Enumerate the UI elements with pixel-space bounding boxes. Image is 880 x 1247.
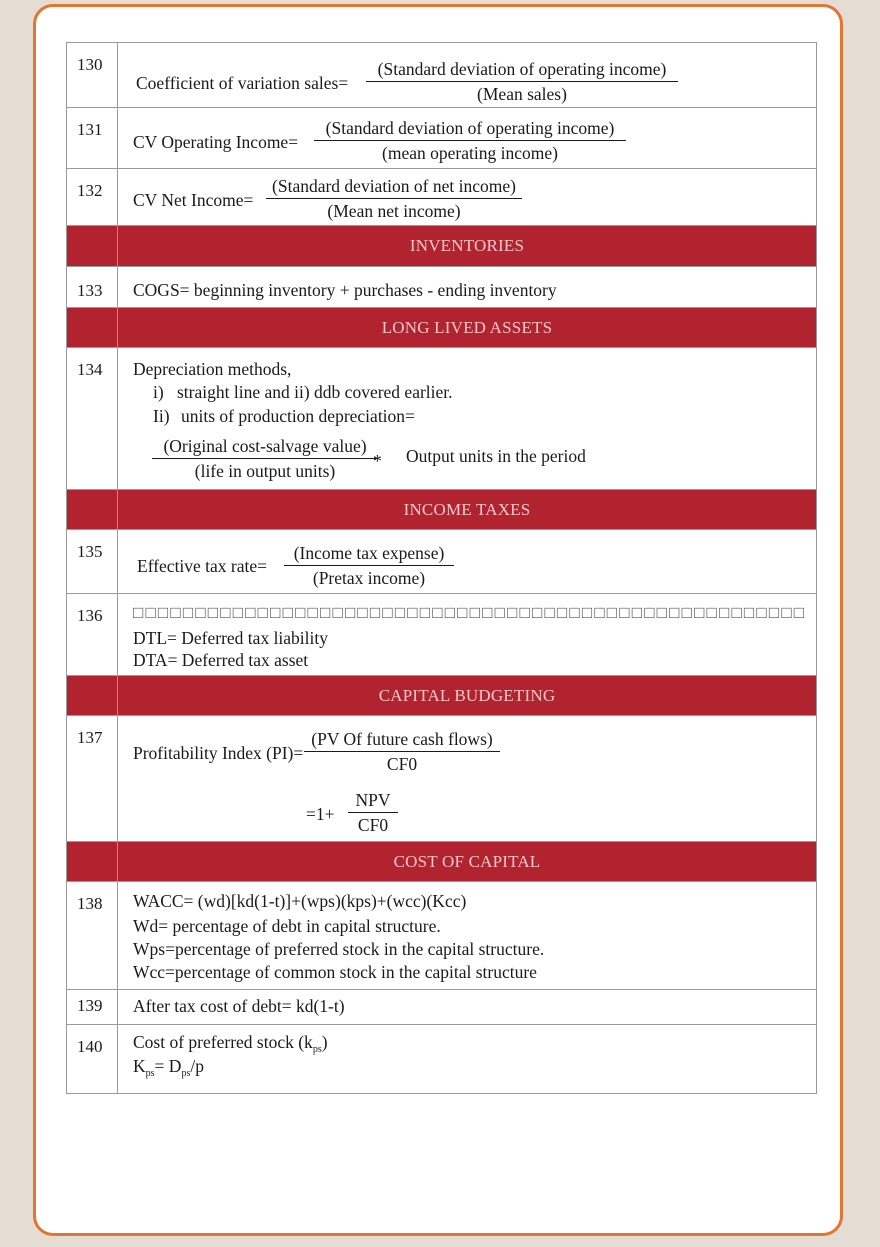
row-content <box>118 594 816 675</box>
section-header-long-lived-assets <box>67 308 816 348</box>
row-number: 134 <box>67 348 118 489</box>
multiply-sign: * <box>373 451 382 471</box>
row-number: 137 <box>67 716 118 841</box>
text-line: DTL= Deferred tax liability <box>133 628 329 648</box>
row-number: 131 <box>67 108 118 168</box>
section-title: INVENTORIES <box>409 236 525 255</box>
fraction-denominator: (Pretax income) <box>312 568 426 588</box>
section-header-income-taxes <box>67 490 816 530</box>
table-row <box>67 108 816 169</box>
row-number: 133 <box>67 267 118 307</box>
fraction-numerator: (Standard deviation of operating income) <box>325 118 615 138</box>
fraction <box>152 436 378 482</box>
text-line: Wcc=percentage of common stock in the capital structure <box>133 962 537 982</box>
row-content <box>118 267 816 307</box>
fraction <box>304 729 500 775</box>
section-title: LONG LIVED ASSETS <box>381 318 553 337</box>
table-row <box>67 882 816 990</box>
text-line: Wps=percentage of preferred stock in the capital structure. <box>133 939 545 959</box>
formula-prefix: =1+ <box>306 804 335 824</box>
row-content <box>118 716 816 841</box>
fraction-numerator: (PV Of future cash flows) <box>311 729 493 749</box>
fraction-denominator: (mean operating income) <box>382 143 558 163</box>
fraction <box>348 790 398 836</box>
section-header-cost-of-capital <box>67 842 816 882</box>
table-row <box>67 716 816 842</box>
fraction-bar <box>266 198 522 199</box>
formula-label: CV Net Income= <box>133 190 254 210</box>
text-line: Depreciation methods, <box>133 359 292 379</box>
row-content <box>118 43 816 107</box>
table-row <box>67 348 816 490</box>
section-title: INCOME TAXES <box>403 500 531 519</box>
formula-text: COGS= beginning inventory + purchases - ending inventory <box>133 280 557 300</box>
fraction-bar <box>366 81 678 82</box>
fraction-denominator: (life in output units) <box>194 461 336 481</box>
formula-label: Profitability Index (PI)= <box>133 743 304 763</box>
list-marker: i) <box>153 382 164 402</box>
fraction-denominator: (Mean sales) <box>477 84 567 104</box>
row-content <box>118 1025 816 1093</box>
text-line: DTA= Deferred tax asset <box>133 650 309 670</box>
table-row <box>67 169 816 226</box>
row-number: 140 <box>67 1025 118 1093</box>
fraction-numerator: (Income tax expense) <box>293 543 445 563</box>
text-line: Wd= percentage of debt in capital structure. <box>133 916 441 936</box>
table-row <box>67 990 816 1025</box>
row-content <box>118 882 816 989</box>
fraction <box>266 176 522 222</box>
row-content <box>118 990 816 1024</box>
formula-table <box>66 42 817 1094</box>
formula-label: CV Operating Income= <box>133 132 299 152</box>
list-marker: Ii) <box>153 406 170 426</box>
fraction-denominator: CF0 <box>357 815 389 835</box>
fraction-bar <box>284 565 454 566</box>
fraction-denominator: CF0 <box>386 754 418 774</box>
document-page <box>33 4 843 1236</box>
table-row <box>67 530 816 594</box>
text-line: Cost of preferred stock $(k_{ps})$ <box>133 1032 328 1055</box>
fraction-bar <box>304 751 500 752</box>
row-number: 130 <box>67 43 118 107</box>
section-header-capital-budgeting <box>67 676 816 716</box>
row-number: 136 <box>67 594 118 675</box>
text-line: units of production depreciation= <box>181 406 415 426</box>
row-content <box>118 108 816 168</box>
formula-text: After tax cost of debt= kd(1-t) <box>133 996 345 1016</box>
section-title: CAPITAL BUDGETING <box>378 686 556 705</box>
fraction-numerator: (Standard deviation of operating income) <box>377 59 667 79</box>
row-content <box>118 348 816 489</box>
fraction <box>284 543 454 589</box>
fraction-bar <box>152 458 378 459</box>
fraction-denominator: (Mean net income) <box>327 201 461 221</box>
fraction-bar <box>348 812 398 813</box>
formula-label: Effective tax rate= <box>137 556 268 576</box>
row-number: 132 <box>67 169 118 225</box>
fraction <box>366 59 678 105</box>
text-line: Output units in the period <box>406 446 586 466</box>
fraction-numerator: (Original cost-salvage value) <box>163 436 367 456</box>
formula-text: $K_{ps}= D_{ps}/p$ <box>133 1056 204 1079</box>
table-row <box>67 1025 816 1094</box>
table-row <box>67 267 816 308</box>
row-content <box>118 169 816 225</box>
section-title: COST OF CAPITAL <box>393 852 541 871</box>
section-header-inventories <box>67 226 816 267</box>
row-number: 138 <box>67 882 118 989</box>
formula-label: Coefficient of variation sales= <box>136 73 349 93</box>
text-line: WACC= (wd)[kd(1-t)]+(wps)(kps)+(wcc)(Kcc) <box>133 891 467 911</box>
text-line: straight line and ii) ddb covered earlier. <box>177 382 453 402</box>
fraction-numerator: NPV <box>355 790 391 810</box>
fraction <box>314 118 626 164</box>
row-content <box>118 530 816 593</box>
table-row <box>67 43 816 108</box>
row-number: 139 <box>67 990 118 1024</box>
fraction-numerator: (Standard deviation of net income) <box>272 176 516 196</box>
table-row <box>67 594 816 676</box>
row-number: 135 <box>67 530 118 593</box>
missing-glyph-line: □□□□□□□□□□□□□□□□□□□□□□□□□□□□□□□□□□□□□□□□□□□□□□□□□□□□□□ <box>133 603 807 622</box>
fraction-bar <box>314 140 626 141</box>
